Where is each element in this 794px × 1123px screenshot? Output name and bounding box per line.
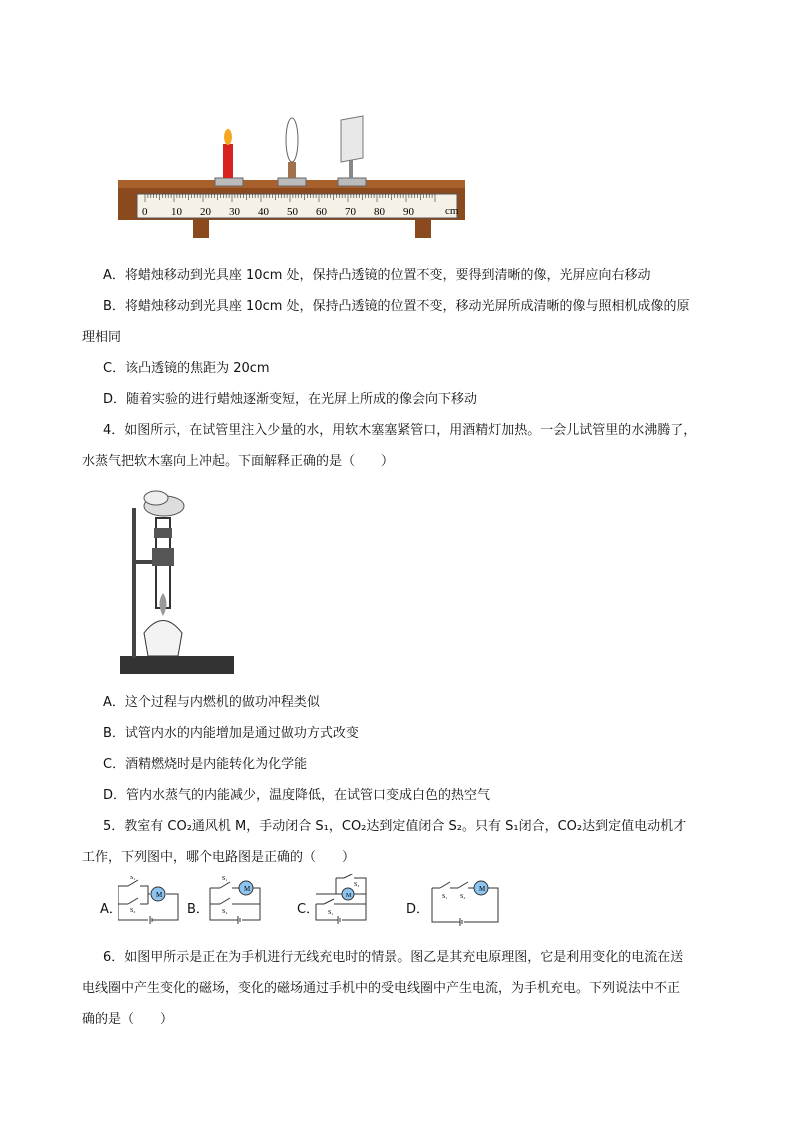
scale-label: 60: [316, 206, 327, 218]
q3-option-a: A．将蜡烛移动到光具座 10cm 处，保持凸透镜的位置不变，要得到清晰的像，光屏应向右移动: [103, 268, 651, 283]
switch-s2-label: S₂: [222, 909, 228, 915]
switch-s2-label: S₂: [130, 908, 136, 914]
motor-label: M: [346, 893, 352, 899]
optical-bench-figure: [115, 112, 470, 242]
motor-label: M: [479, 885, 486, 893]
scale-label: 50: [287, 206, 298, 218]
q3-option-b: B．将蜡烛移动到光具座 10cm 处，保持凸透镜的位置不变，移动光屏所成清晰的像与照相机成像的原: [103, 299, 690, 314]
circuit-option-a-label: A．: [100, 902, 122, 917]
switch-s2-label: S₂: [460, 894, 466, 900]
q4-option-a: A．这个过程与内燃机的做功冲程类似: [103, 695, 320, 710]
scale-label: 80: [374, 206, 385, 218]
q4-option-c: C．酒精燃烧时是内能转化为化学能: [103, 757, 308, 772]
q5-stem-cont: 工作，下列图中，哪个电路图是正确的（ ）: [82, 850, 356, 865]
switch-s1-label: S₁: [130, 876, 136, 881]
test-tube-apparatus-figure: [116, 488, 238, 683]
switch-s1-label: S₁: [328, 910, 334, 916]
scale-unit: cm: [445, 205, 459, 217]
q3-option-d: D．随着实验的进行蜡烛逐渐变短，在光屏上所成的像会向下移动: [103, 392, 478, 407]
circuit-diagram-a: [118, 876, 184, 926]
circuit-diagram-c: [314, 874, 380, 924]
q4-option-b: B．试管内水的内能增加是通过做功方式改变: [103, 726, 359, 741]
q6-stem: 6．如图甲所示是正在为手机进行无线充电时的情景。图乙是其充电原理图，它是利用变化的电流在送: [103, 950, 684, 965]
scale-label: 20: [200, 206, 211, 218]
circuit-option-c-label: C．: [297, 902, 320, 917]
switch-s2-label: S₂: [354, 882, 360, 888]
q6-stem-cont1: 电线圈中产生变化的磁场，变化的磁场通过手机中的受电线圈中产生电流，为手机充电。下列说法中不正: [82, 981, 681, 996]
circuit-diagram-d: [430, 876, 502, 926]
scale-label: 90: [403, 206, 414, 218]
scale-label: 40: [258, 206, 269, 218]
q4-stem-cont: 水蒸气把软木塞向上冲起。下面解释正确的是（ ）: [82, 454, 395, 469]
switch-s1-label: S₁: [442, 894, 448, 900]
q3-option-c: C．该凸透镜的焦距为 20cm: [103, 361, 270, 376]
q5-stem: 5．教室有 CO₂通风机 M，手动闭合 S₁，CO₂达到定值闭合 S₂。只有 S₁闭合，CO₂达到定值电动机才: [103, 819, 687, 834]
circuit-diagram-b: [208, 876, 274, 926]
scale-label: 0: [142, 206, 148, 218]
q3-option-b-cont: 理相同: [82, 330, 122, 345]
circuit-option-b-label: B．: [187, 902, 209, 917]
motor-label: M: [156, 891, 163, 899]
q4-stem: 4．如图所示，在试管里注入少量的水，用软木塞塞紧管口，用酒精灯加热。一会儿试管里的水沸腾了，: [103, 423, 697, 438]
q6-stem-cont2: 确的是（ ）: [82, 1012, 174, 1027]
scale-label: 10: [171, 206, 182, 218]
q4-option-d: D．管内水蒸气的内能减少，温度降低，在试管口变成白色的热空气: [103, 788, 491, 803]
circuit-option-d-label: D．: [406, 902, 430, 917]
scale-label: 70: [345, 206, 356, 218]
scale-label: 30: [229, 206, 240, 218]
switch-s1-label: S₁: [222, 876, 228, 882]
motor-label: M: [244, 885, 251, 893]
